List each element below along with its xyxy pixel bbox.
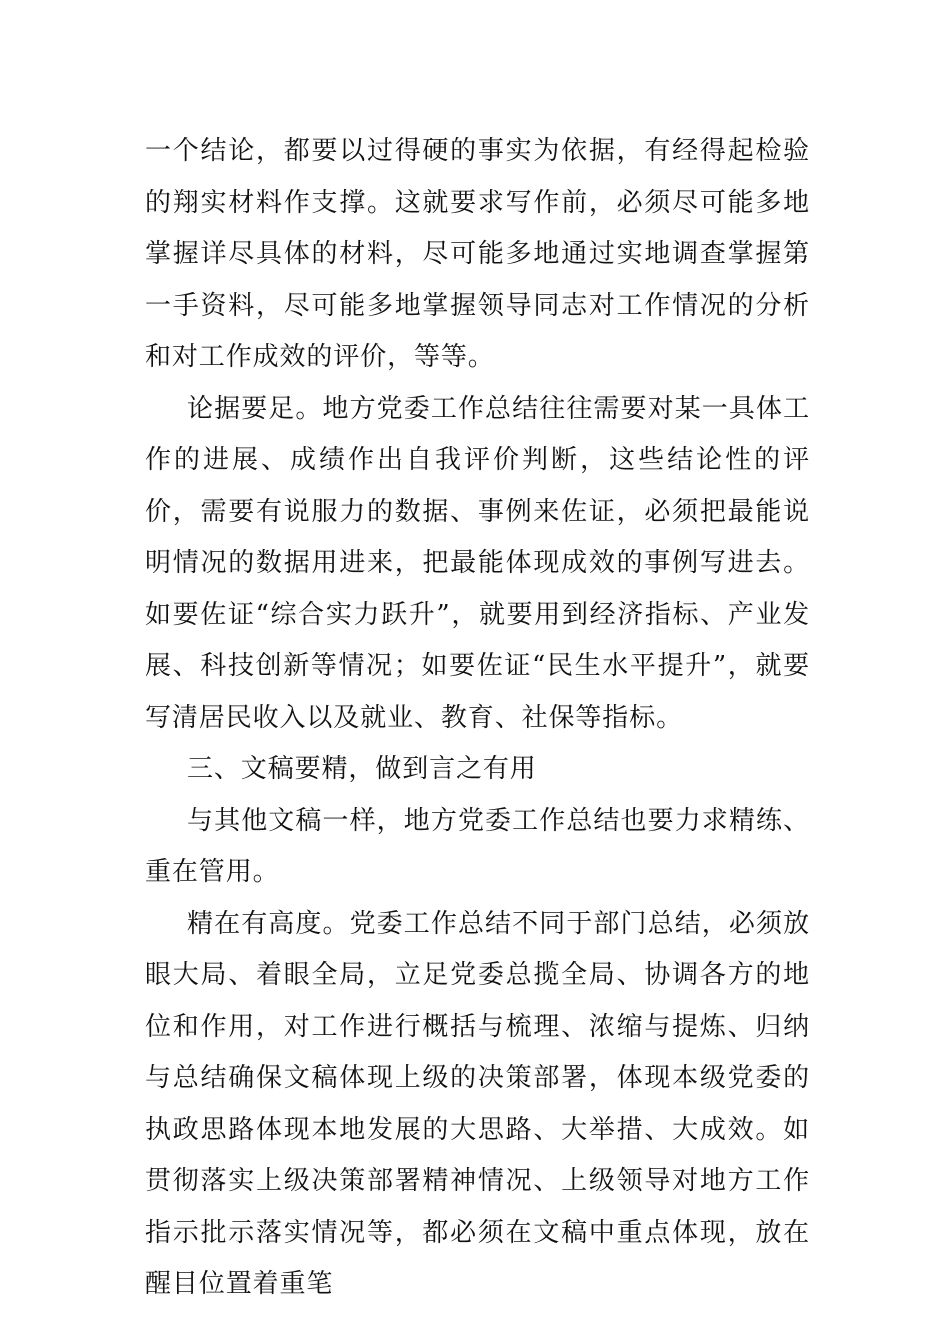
document-body	[145, 126, 810, 1311]
paragraph-continuation: 一个结论，都要以过得硬的事实为依据，有经得起检验的翔实材料作支撑。这就要求写作前，必须尽可能多地掌握详尽具体的材料，尽可能多地通过实地调查掌握第一手资料，尽可能多地掌握领导同志对工作情况的分析和对工作成效的评价，等等。	[145, 136, 810, 372]
paragraph-evidence: 论据要足。地方党委工作总结往往需要对某一具体工作的进展、成绩作出自我评价判断，这些结论性的评价，需要有说服力的数据、事例来佐证，必须把最能说明情况的数据用进来，把最能体现成效的事例写进去。如要佐证“综合实力跃升”，就要用到经济指标、产业发展、科技创新等情况；如要佐证“民生水平提升”，就要写清居民收入以及就业、教育、社保等指标。	[145, 393, 810, 733]
section-heading: 三、文稿要精，做到言之有用	[187, 754, 537, 784]
paragraph-concise: 与其他文稿一样，地方党委工作总结也要力求精练、重在管用。	[145, 805, 810, 887]
paragraph-height: 精在有高度。党委工作总结不同于部门总结，必须放眼大局、着眼全局，立足党委总揽全局、协调各方的地位和作用，对工作进行概括与梳理、浓缩与提炼、归纳与总结确保文稿体现上级的决策部署，体现本级党委的执政思路体现本地发展的大思路、大举措、大成效。如贯彻落实上级决策部署精神情况、上级领导对地方工作指示批示落实情况等，都必须在文稿中重点体现，放在醒目位置着重笔	[145, 908, 810, 1299]
